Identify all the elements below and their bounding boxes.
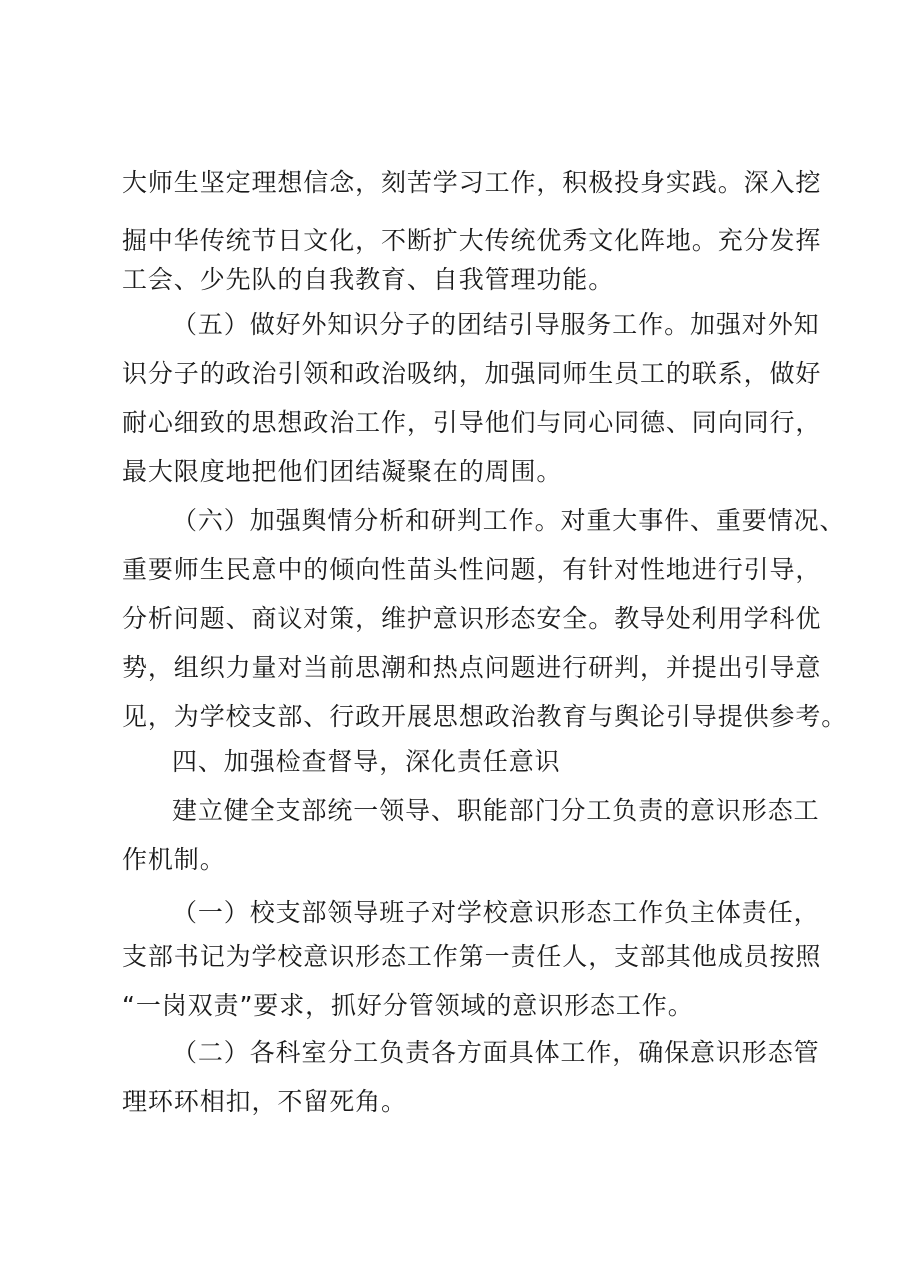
text-line: 工会、少先队的自我教育、自我管理功能。	[122, 265, 615, 294]
text-line: 掘中华传统节日文化，不断扩大传统优秀文化阵地。充分发挥	[122, 226, 822, 255]
section-heading: 四、加强检查督导，深化责任意识	[172, 747, 561, 776]
text-line: 耐心细致的思想政治工作，引导他们与同心同德、同向同行，	[122, 408, 822, 437]
paragraph-first-line: 建立健全支部统一领导、职能部门分工负责的意识形态工	[172, 796, 820, 825]
text-line: 大师生坚定理想信念，刻苦学习工作，积极投身实践。深入挖	[122, 168, 822, 197]
text-line: 见，为学校支部、行政开展思想政治教育与舆论引导提供参考。	[122, 702, 848, 731]
text-line: 最大限度地把他们团结凝聚在的周围。	[122, 457, 563, 486]
text-line: 支部书记为学校意识形态工作第一责任人，支部其他成员按照	[122, 942, 822, 971]
text-line: 势，组织力量对当前思潮和热点问题进行研判，并提出引导意	[122, 653, 822, 682]
paragraph-first-line: （五）做好外知识分子的团结引导服务工作。加强对外知	[172, 310, 820, 339]
text-line: 分析问题、商议对策，维护意识形态安全。教导处利用学科优	[122, 604, 822, 633]
paragraph-first-line: （一）校支部领导班子对学校意识形态工作负主体责任，	[172, 898, 820, 927]
text-line: 理环环相扣，不留死角。	[122, 1087, 407, 1116]
paragraph-first-line: （六）加强舆情分析和研判工作。对重大事件、重要情况、	[172, 506, 846, 535]
paragraph-first-line: （二）各科室分工负责各方面具体工作，确保意识形态管	[172, 1038, 820, 1067]
text-line: 重要师生民意中的倾向性苗头性问题，有针对性地进行引导，	[122, 555, 822, 584]
text-line: “一岗双责”要求，抓好分管领域的意识形态工作。	[122, 991, 694, 1020]
text-line: 作机制。	[122, 845, 226, 874]
text-line: 识分子的政治引领和政治吸纳，加强同师生员工的联系，做好	[122, 359, 822, 388]
